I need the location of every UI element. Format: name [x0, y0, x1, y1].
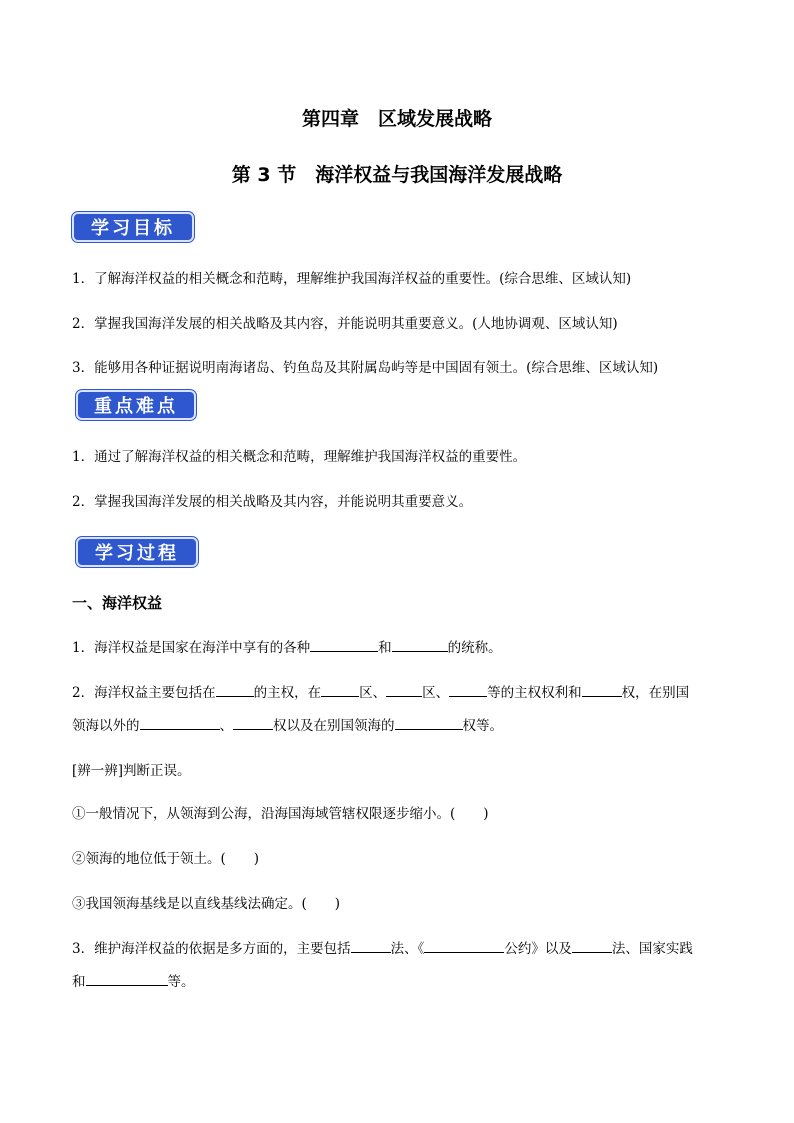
q3-text-a: 3．维护海洋权益的依据是多方面的，主要包括 [72, 941, 351, 957]
q2-text-g: 领海以外的 [72, 718, 140, 734]
fill-blank[interactable] [310, 637, 378, 652]
goal-item-2: 2．掌握我国海洋发展的相关战略及其内容，并能说明其重要意义。(人地协调观、区域认知) [72, 316, 618, 332]
fill-blank[interactable] [233, 715, 273, 730]
section-title: 第 3 节 海洋权益与我国海洋发展战略 [231, 164, 563, 186]
question-3-line-2 [72, 971, 732, 993]
fill-blank[interactable] [449, 682, 487, 697]
chapter-title: 第四章 区域发展战略 [301, 108, 492, 130]
key-point-item-1: 1．通过了解海洋权益的相关概念和范畴，理解维护我国海洋权益的重要性。 [72, 449, 527, 465]
q2-text-i: 权以及在别国领海的 [273, 718, 395, 734]
q1-text-a: 1．海洋权益是国家在海洋中享有的各种 [72, 640, 311, 656]
fill-blank[interactable] [392, 637, 448, 652]
question-1 [72, 637, 732, 659]
fill-blank[interactable] [582, 682, 622, 697]
key-point-item-2: 2．掌握我国海洋发展的相关战略及其内容，并能说明其重要意义。 [72, 494, 473, 510]
fill-blank[interactable] [351, 938, 391, 953]
fill-blank[interactable] [86, 971, 168, 986]
q3-text-d: 法、国家实践 [611, 941, 693, 957]
fill-blank[interactable] [395, 715, 463, 730]
judge-text-2: ②领海的地位低于领土。( [72, 851, 226, 867]
judge-item-2 [72, 848, 732, 870]
q2-text-f: 权，在别国 [621, 685, 690, 701]
goal-item-1: 1．了解海洋权益的相关概念和范畴，理解维护我国海洋权益的重要性。(综合思维、区域认知) [72, 271, 632, 287]
fill-blank[interactable] [386, 682, 422, 697]
question-2-line-2 [72, 715, 732, 737]
badge-learning-goals: 学习目标 [72, 212, 194, 242]
q2-text-c: 区、 [359, 685, 387, 701]
close-paren: ) [253, 851, 260, 867]
close-paren: ) [334, 896, 341, 912]
q3-text-b: 法、《 [390, 941, 425, 957]
q2-text-j: 权等。 [462, 718, 503, 734]
q2-text-a: 2．海洋权益主要包括在 [72, 685, 216, 701]
q2-text-h: 、 [219, 718, 233, 734]
q1-text-c: 的统称。 [447, 640, 502, 656]
fill-blank[interactable] [572, 938, 612, 953]
judge-text-1: ①一般情况下，从领海到公海，沿海国海域管辖权限逐步缩小。( [72, 806, 456, 822]
q3-text-e: 和 [72, 974, 86, 990]
judge-item-3 [72, 893, 732, 915]
q3-text-c: 公约》以及 [504, 941, 572, 957]
fill-blank[interactable] [321, 682, 359, 697]
question-3-line-1 [72, 938, 732, 960]
judge-heading: [辨一辨]判断正误。 [72, 763, 191, 779]
q2-text-d: 区、 [422, 685, 450, 701]
badge-learning-process: 学习过程 [76, 537, 198, 567]
close-paren: ) [483, 806, 489, 822]
goal-item-3: 3．能够用各种证据说明南海诸岛、钓鱼岛及其附属岛屿等是中国固有领土。(综合思维、区域认知) [72, 360, 659, 376]
fill-blank[interactable] [424, 938, 504, 953]
q2-text-b: 的主权，在 [253, 685, 322, 701]
q2-text-e: 等的主权权利和 [487, 685, 582, 701]
part1-heading: 一、海洋权益 [72, 594, 163, 612]
question-2-line-1 [72, 682, 732, 704]
judge-text-3: ③我国领海基线是以直线基线法确定。( [72, 896, 307, 912]
fill-blank[interactable] [140, 715, 220, 730]
q3-text-f: 等。 [167, 974, 195, 990]
q1-text-b: 和 [378, 640, 392, 656]
fill-blank[interactable] [216, 682, 254, 697]
badge-key-points: 重点难点 [76, 390, 196, 420]
judge-item-1 [72, 803, 732, 825]
